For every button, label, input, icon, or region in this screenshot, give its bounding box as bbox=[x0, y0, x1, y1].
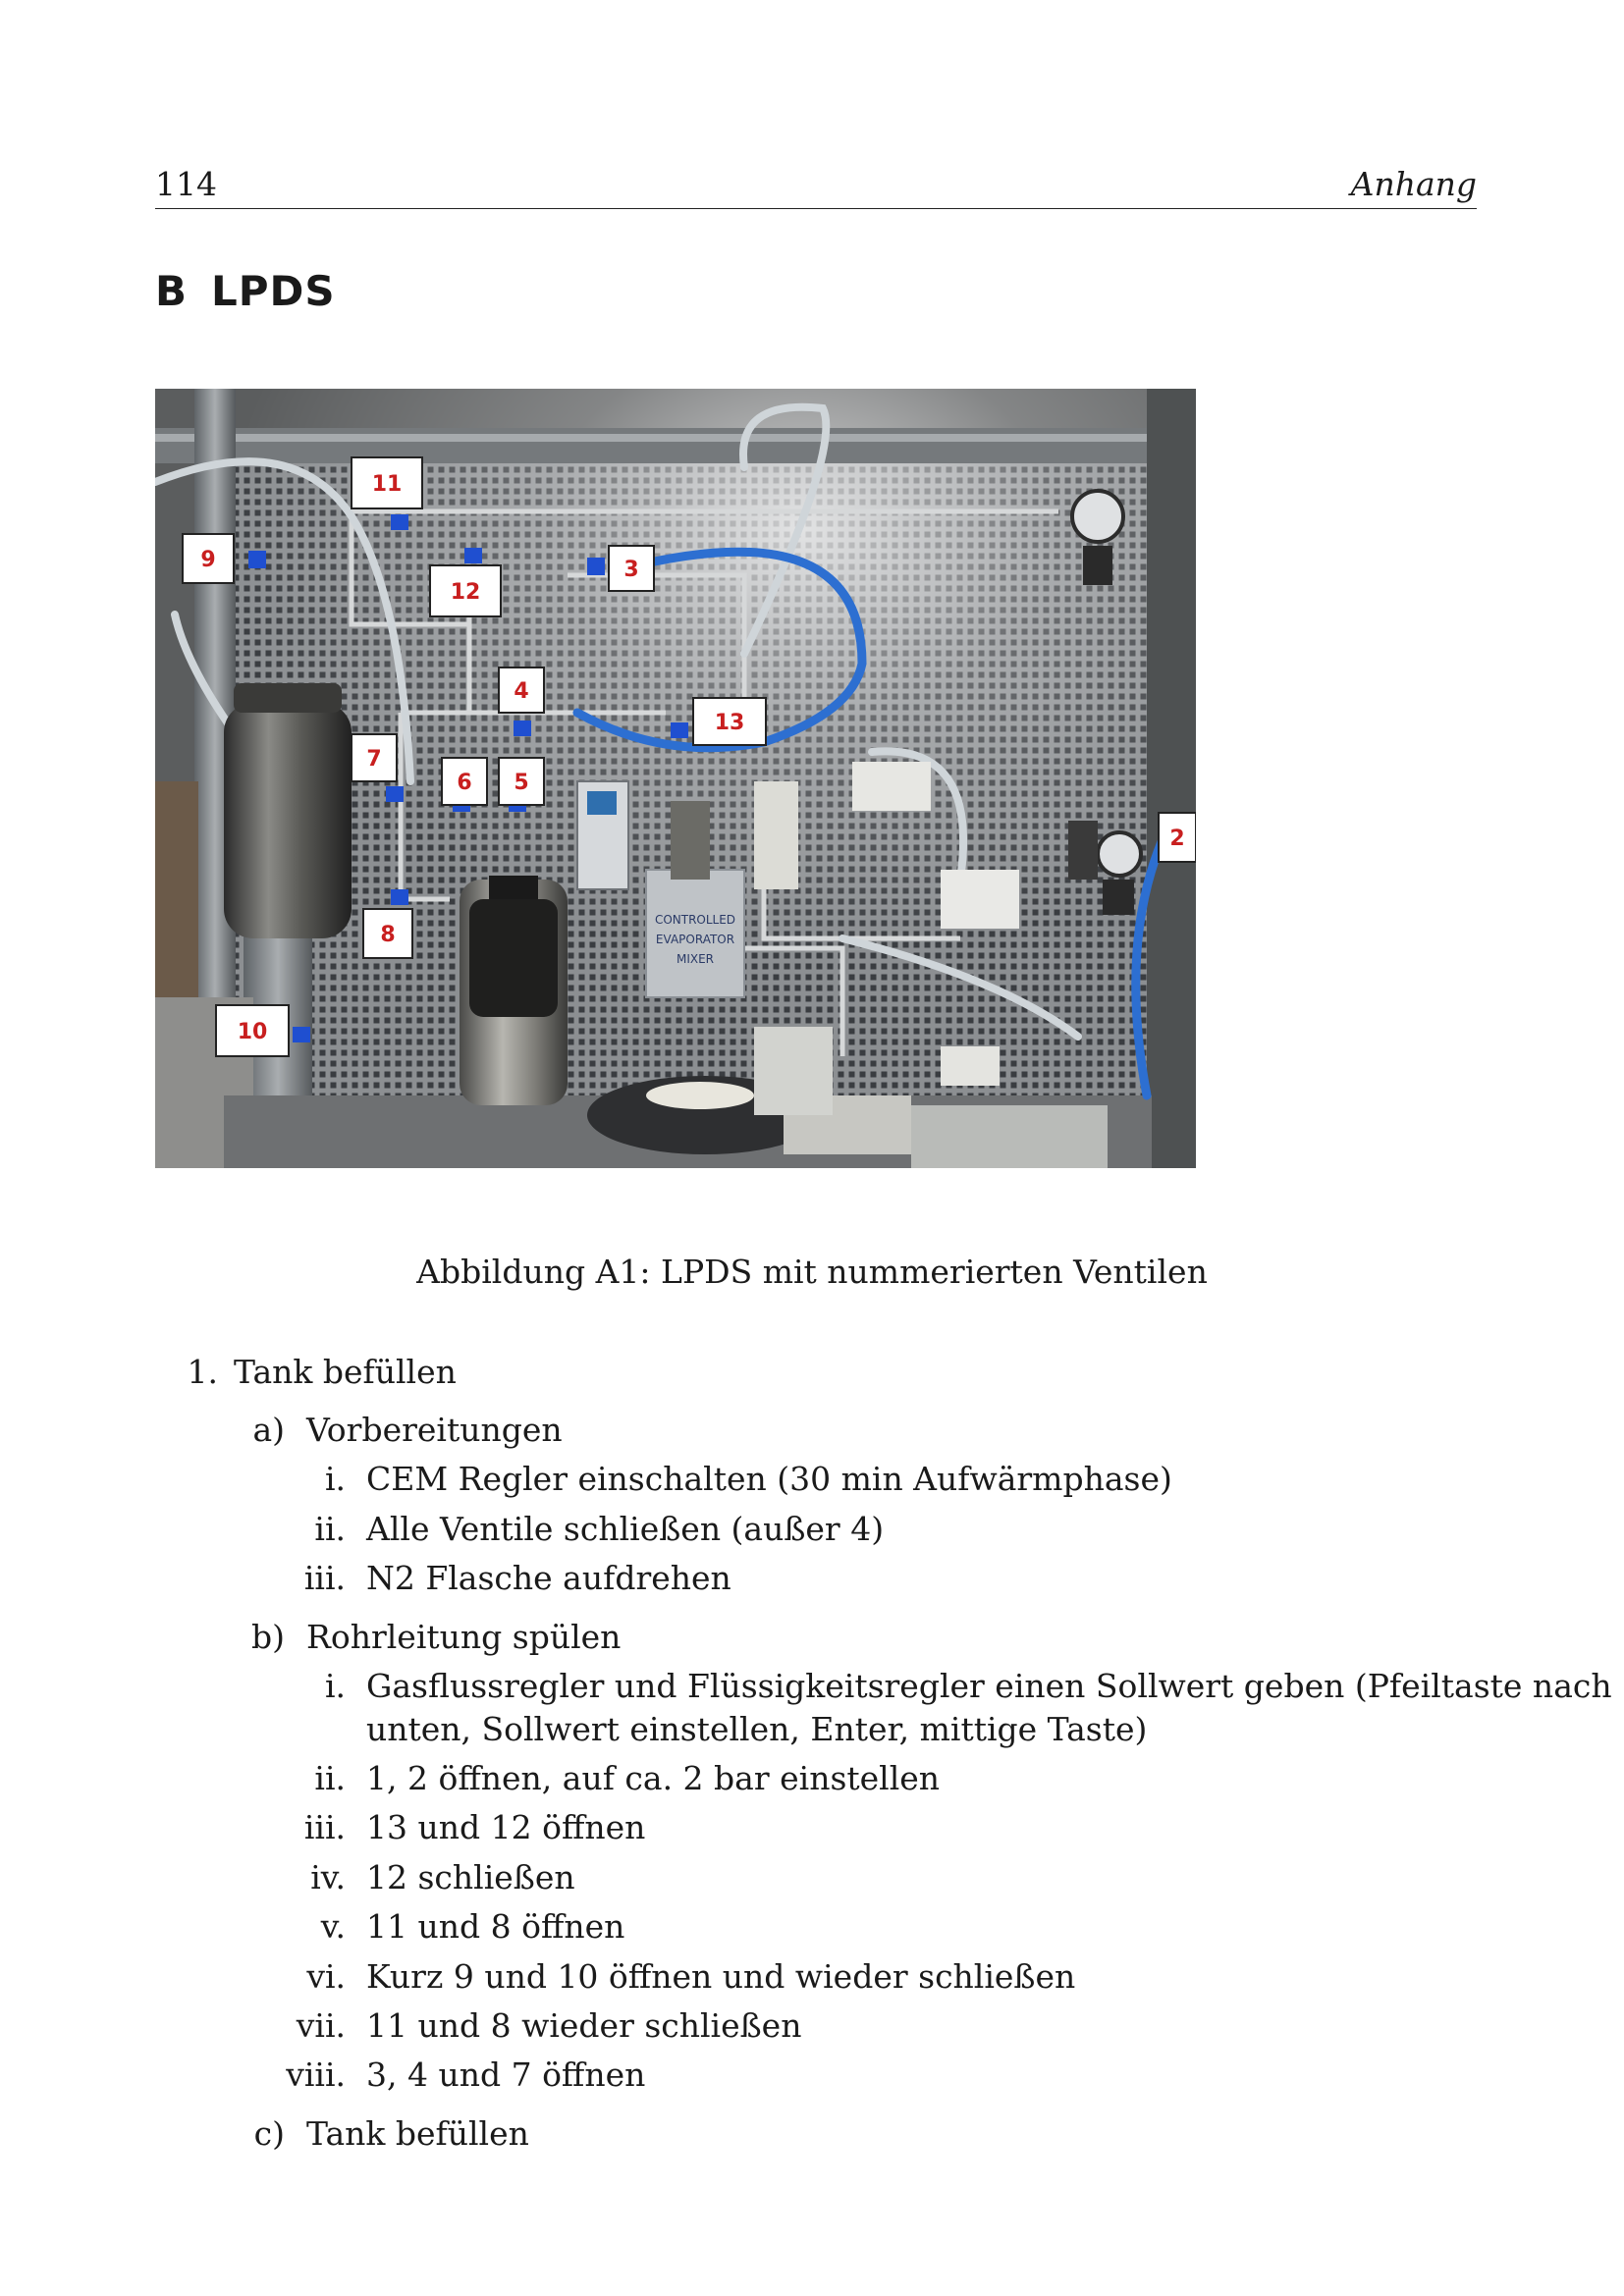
list-marker: i. bbox=[324, 1667, 346, 1705]
list-text: 11 und 8 wieder schließen bbox=[366, 2006, 802, 2045]
list-marker: c) bbox=[253, 2114, 285, 2153]
mixer-label-3: MIXER bbox=[676, 952, 715, 966]
list-text: unten, Sollwert einstellen, Enter, mittige Taste) bbox=[366, 1710, 1148, 1748]
svg-text:13: 13 bbox=[714, 711, 745, 735]
list-marker: iii. bbox=[303, 1808, 346, 1846]
svg-text:3: 3 bbox=[623, 558, 639, 582]
list-text: 13 und 12 öffnen bbox=[366, 1808, 646, 1846]
mixer-label-2: EVAPORATOR bbox=[655, 933, 735, 946]
running-head: Anhang bbox=[1350, 165, 1477, 203]
svg-text:9: 9 bbox=[200, 548, 216, 572]
list-marker: vi. bbox=[306, 1957, 346, 1996]
mixer-label-1: CONTROLLED bbox=[654, 913, 736, 927]
section-name: LPDS bbox=[211, 267, 336, 315]
list-text: Gasflussregler und Flüssigkeitsregler einen Sollwert geben (Pfeiltaste nach bbox=[366, 1667, 1612, 1705]
list-text: 1, 2 öffnen, auf ca. 2 bar einstellen bbox=[366, 1759, 941, 1797]
svg-text:11: 11 bbox=[371, 472, 403, 497]
svg-text:4: 4 bbox=[514, 679, 529, 704]
list-text: Rohrleitung spülen bbox=[306, 1618, 622, 1656]
list-marker: v. bbox=[320, 1907, 346, 1946]
list-marker: viii. bbox=[286, 2056, 346, 2094]
figure-caption: Abbildung A1: LPDS mit nummerierten Ventilen bbox=[416, 1253, 1208, 1291]
list-marker: iv. bbox=[310, 1858, 346, 1896]
list-text: CEM Regler einschalten (30 min Aufwärmphase) bbox=[366, 1460, 1172, 1498]
list-marker: b) bbox=[251, 1618, 285, 1656]
list-marker: i. bbox=[324, 1460, 346, 1498]
svg-text:7: 7 bbox=[366, 747, 382, 772]
svg-text:6: 6 bbox=[457, 771, 472, 795]
list-marker: ii. bbox=[314, 1510, 346, 1548]
list-text: Kurz 9 und 10 öffnen und wieder schließen bbox=[366, 1957, 1076, 1996]
list-text: Alle Ventile schließen (außer 4) bbox=[366, 1510, 885, 1548]
svg-text:2: 2 bbox=[1169, 827, 1185, 851]
list-marker: ii. bbox=[314, 1759, 346, 1797]
list-marker: 1. bbox=[187, 1353, 218, 1391]
list-text: 12 schließen bbox=[366, 1858, 575, 1896]
list-text: 3, 4 und 7 öffnen bbox=[366, 2056, 646, 2094]
list-text: N2 Flasche aufdrehen bbox=[366, 1559, 731, 1597]
svg-text:8: 8 bbox=[380, 923, 396, 947]
list-text: Vorbereitungen bbox=[306, 1411, 563, 1449]
svg-text:10: 10 bbox=[237, 1020, 268, 1044]
section-letter: B bbox=[155, 267, 189, 315]
list-text: 11 und 8 öffnen bbox=[366, 1907, 625, 1946]
list-marker: vii. bbox=[296, 2006, 346, 2045]
list-marker: iii. bbox=[303, 1559, 346, 1597]
list-marker: a) bbox=[252, 1411, 285, 1449]
svg-text:12: 12 bbox=[450, 580, 481, 605]
list-text: Tank befüllen bbox=[234, 1353, 457, 1391]
page-number: 114 bbox=[155, 165, 217, 203]
list-text: Tank befüllen bbox=[306, 2114, 529, 2153]
svg-text:5: 5 bbox=[514, 771, 529, 795]
